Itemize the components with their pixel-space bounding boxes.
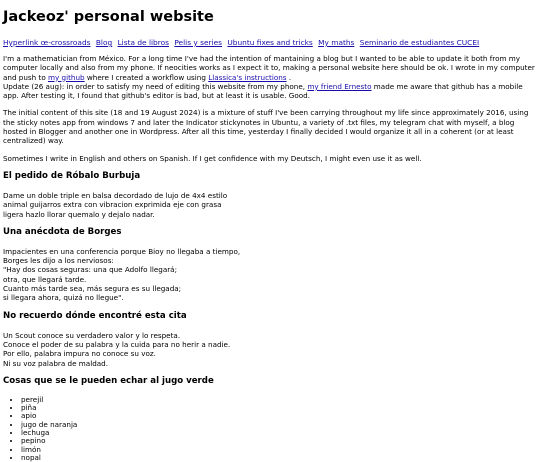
verse-line: "Hay dos cosas seguras: una que Adolfo llegará; (3, 265, 178, 275)
verse-line: ligera hazlo llorar quemalo y dejalo nadar. (3, 209, 155, 219)
nav-link-pelis-y-series[interactable]: Pelis y series (174, 38, 223, 47)
github-link[interactable]: my github (48, 72, 85, 82)
section-heading-cita: No recuerdo dónde encontré esta cita (3, 310, 187, 321)
verse-line: Ni su voz palabra de maldad. (3, 358, 109, 368)
verse-line: si llegara ahora, quizá no llegue". (3, 293, 124, 303)
list-item: • apio (21, 412, 537, 420)
intro-paragraph (3, 54, 537, 100)
verse-line: Conoce el poder de su palabra y la cuida para no herir a nadie. (3, 339, 231, 349)
history-paragraph: The initial content of this site (18 and 19 August 2024) is a mixture of stuff I've been carrying throughout my life since approximately 2016, using the sticky notes app from windows 7 and later the Indicator stickynotes in Ubuntu, a variety of .txt files, my telegram chat with myself, a blog hosted in Blogger and another one in Wordpress. After all this time, yesterday I finally decided I would organize it all in a coherent (or at least centralized) way. (3, 108, 529, 146)
section-body-cita (3, 331, 537, 368)
update-text-b: made me aware that github has a mobile app. After testing it, I found that github's editor is bad, but at least it is usable. Good. (3, 81, 523, 101)
verse-line: Un Scout conoce su verdadero valor y lo respeta. (3, 330, 181, 340)
list-item: • pepino (21, 437, 537, 445)
friend-ernesto-link[interactable]: my friend Ernesto (307, 81, 372, 91)
section-body-robalo (3, 191, 537, 219)
nav-link-ubuntu-fixes[interactable]: Ubuntu fixes and tricks (227, 38, 313, 47)
intro-text-c: . (286, 72, 292, 82)
llassica-instructions-link[interactable]: Llassica's instructions (208, 72, 287, 82)
nav-link-lista-de-libros[interactable]: Lista de libros (117, 38, 169, 47)
nav-bar (3, 38, 537, 48)
list-item: • piña (21, 404, 537, 412)
nav-link-blog[interactable]: Blog (95, 38, 113, 47)
list-item: • limón (21, 446, 537, 454)
section-heading-robalo: El pedido de Róbalo Burbuja (3, 170, 141, 181)
verse-line: animal guijarros extra con vibracion exprimida eje con grasa (3, 200, 222, 210)
intro-text-b: where I created a workflow using (84, 72, 209, 82)
verse-line: otra, que llegará tarde. (3, 274, 87, 284)
nav-link-hyperlink-crossroads[interactable]: Hyperlink œ-crossroads (3, 38, 91, 47)
intro-text-a: I'm a mathematician from México. For a long time I've had the intention of mantaining a blog but I wanted to be able to update it both from my computer locally and also from my phone. If neocities works as I expect it to, making a personal website here should be ok. I wrote in my computer and push to (3, 54, 535, 82)
section-heading-jugo-verde: Cosas que se le pueden echar al jugo verde (3, 375, 214, 386)
section-heading-borges: Una anécdota de Borges (3, 226, 122, 237)
nav-link-seminario[interactable]: Seminario de estudiantes CUCEI (359, 38, 480, 47)
update-text-a: Update (26 aug): in order to satisfy my need of editing this website from my phone, (3, 81, 308, 91)
list-item: • lechuga (21, 429, 537, 437)
list-item: • perejil (21, 396, 537, 404)
verse-line: Borges les dijo a los nerviosos: (3, 256, 114, 266)
verse-line: Por ello, palabra impura no conoce su voz. (3, 349, 156, 359)
nav-link-my-maths[interactable]: My maths (318, 38, 355, 47)
verse-line: Impacientes en una conferencia porque Bioy no llegaba a tiempo, (3, 246, 241, 256)
jugo-verde-list (3, 396, 537, 462)
page-title: Jackeoz' personal website (3, 9, 214, 25)
languages-paragraph: Sometimes I write in English and others on Spanish. If I get confidence with my Deutsch, I might even use it as well. (3, 153, 422, 163)
list-item: • nopal (21, 454, 537, 462)
section-body-borges (3, 247, 537, 303)
verse-line: Dame un doble triple en balsa decordado de lujo de 4x4 estilo (3, 190, 228, 200)
verse-line: Cuanto más tarde sea, más segura es su llegada; (3, 284, 182, 294)
list-item: • jugo de naranja (21, 421, 537, 429)
